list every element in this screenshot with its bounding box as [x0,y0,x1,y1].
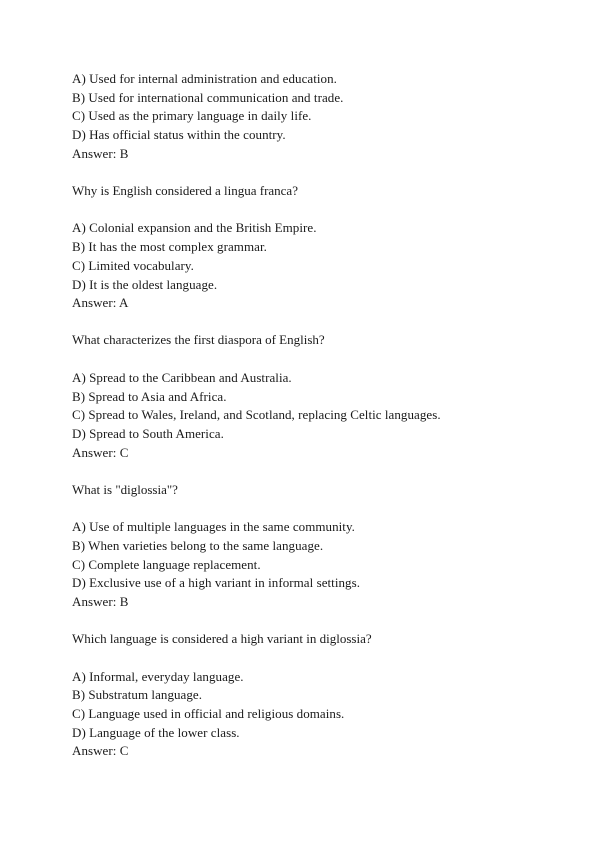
answer-line: Answer: C [72,743,129,759]
question-block [72,182,572,313]
option-c: C) Limited vocabulary. [72,257,194,273]
question-block [72,70,572,164]
option-b: B) When varieties belong to the same language. [72,537,324,553]
option-b: B) Spread to Asia and Africa. [72,388,227,404]
option-b: B) Substratum language. [72,687,203,703]
option-c: C) Used as the primary language in daily life. [72,108,312,124]
option-d: D) Has official status within the country. [72,127,286,143]
option-a: A) Used for internal administration and education. [72,71,337,86]
document-page [72,70,572,780]
question-block [72,481,572,612]
question-text: Why is English considered a lingua franca? [72,183,298,199]
answer-line: Answer: B [72,145,129,161]
option-d: D) It is the oldest language. [72,276,218,292]
question-text: What characterizes the first diaspora of English? [72,332,325,348]
option-a: A) Colonial expansion and the British Empire. [72,220,317,236]
option-a: A) Spread to the Caribbean and Australia. [72,369,292,385]
answer-line: Answer: B [72,594,129,610]
option-b: B) Used for international communication and trade. [72,89,344,105]
question-block [72,630,572,761]
option-b: B) It has the most complex grammar. [72,239,267,255]
question-text: What is "diglossia"? [72,481,178,497]
option-a: A) Use of multiple languages in the same community. [72,519,355,535]
option-c: C) Language used in official and religious domains. [72,706,345,722]
option-d: D) Language of the lower class. [72,724,240,740]
option-a: A) Informal, everyday language. [72,668,244,684]
question-block [72,331,572,462]
option-d: D) Spread to South America. [72,425,224,441]
question-text: Which language is considered a high variant in diglossia? [72,631,372,647]
answer-line: Answer: A [72,295,129,311]
answer-line: Answer: C [72,444,129,460]
option-c: C) Complete language replacement. [72,556,261,572]
option-d: D) Exclusive use of a high variant in informal settings. [72,575,361,591]
option-c: C) Spread to Wales, Ireland, and Scotland, replacing Celtic languages. [72,407,441,423]
